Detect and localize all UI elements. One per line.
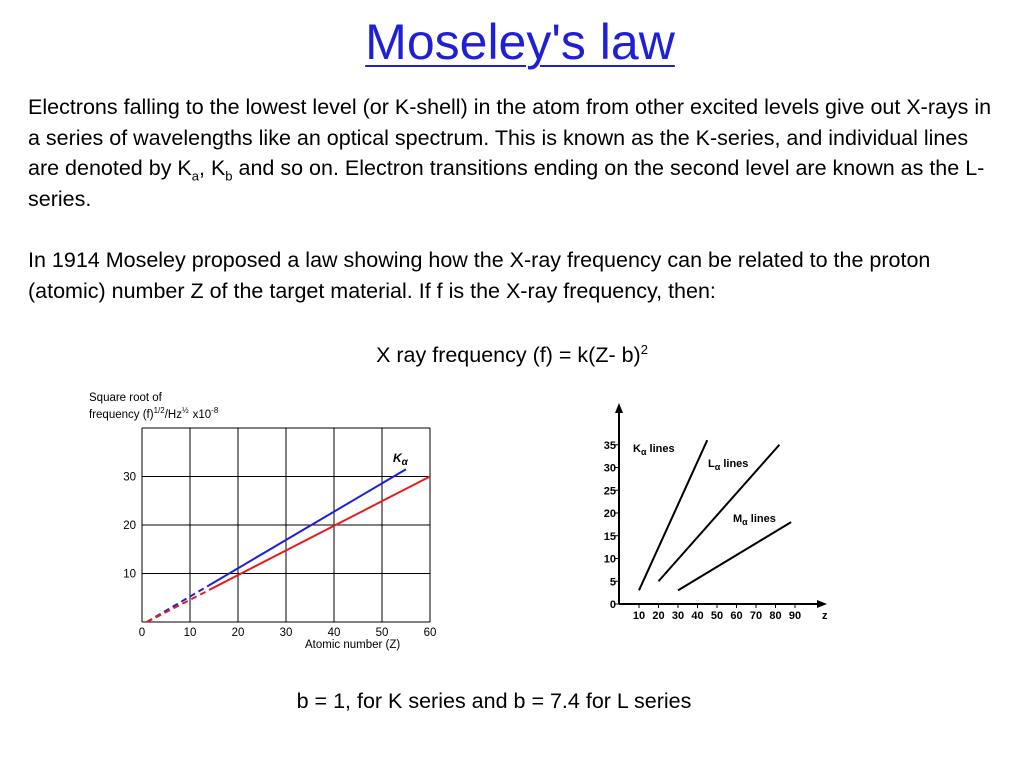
k-alpha-subscript: a <box>191 168 199 184</box>
intro-text-2: , K <box>199 156 226 180</box>
y-tick-label: 20 <box>603 508 616 520</box>
x-tick-label: 50 <box>375 627 389 639</box>
y-axis-label-line1: Square root of <box>89 392 162 404</box>
title-link[interactable]: Moseley's law <box>365 14 675 70</box>
moseley-graph <box>80 385 460 660</box>
series-label: $K_\alpha$ lines <box>633 443 675 457</box>
y-tick-label: 30 <box>603 462 616 475</box>
series <box>633 440 791 590</box>
x-tick-label: 90 <box>788 610 802 622</box>
x-axis-arrow <box>817 600 827 608</box>
y-axis-label-line2: frequency $(f)^{1/2}/Hz^{\frac{1}{2}}$ $x10^{-8}$ <box>89 406 219 421</box>
grid <box>142 428 430 622</box>
x-tick-label: 40 <box>327 627 341 639</box>
series-line <box>209 477 430 590</box>
x-axis-label: z <box>822 610 828 622</box>
y-tick-label: 35 <box>603 439 616 452</box>
formula-exponent: 2 <box>640 341 648 357</box>
y-tick-label: 30 <box>123 471 136 484</box>
x-tick-label: 20 <box>652 610 665 622</box>
x-tick-label: 10 <box>183 627 197 639</box>
axes <box>615 403 827 608</box>
intro-text-3: and so on. Electron transitions ending on the second level are known as the L-series. <box>28 156 985 211</box>
series-label: $L_\alpha$ lines <box>708 458 749 472</box>
series-line <box>678 522 791 590</box>
x-tick-label: 50 <box>710 610 724 622</box>
y-tick-label: 20 <box>123 520 136 532</box>
y-tick-label: 0 <box>609 599 616 611</box>
series-line-dashed <box>147 590 209 622</box>
x-tick-label: 30 <box>671 610 685 622</box>
x-axis-label: Atomic number (Z) <box>305 639 401 651</box>
formula-text: X ray frequency (f) = k(Z- b) <box>376 343 641 367</box>
y-tick-label: 10 <box>603 553 616 566</box>
x-tick-label: 80 <box>769 610 782 622</box>
x-tick-label: 30 <box>279 627 293 639</box>
y-tick-label: 15 <box>603 530 616 543</box>
series-line <box>639 440 707 590</box>
series-line <box>209 469 406 585</box>
series-lines-graph <box>590 395 840 625</box>
y-tick-label: 5 <box>609 576 616 589</box>
series-label: $K_\alpha$ <box>393 451 408 469</box>
intro-paragraph <box>28 92 1003 214</box>
y-tick-label: 10 <box>123 568 136 581</box>
intro-text-1: Electrons falling to the lowest level (or K-shell) in the atom from other excited levels give out X-rays in a series of wavelengths like an optical spectrum. This is known as the K-series, and individual lines are denoted by K <box>28 95 992 180</box>
y-axis-arrow <box>615 403 623 413</box>
x-tick-label: 20 <box>231 627 245 639</box>
x-tick-label: 0 <box>138 627 146 639</box>
x-tick-label: 70 <box>749 610 763 622</box>
x-tick-label: 40 <box>691 610 704 622</box>
page-title[interactable] <box>0 12 1024 72</box>
frequency-formula <box>0 340 1024 370</box>
b-values-note: b = 1, for K series and b = 7.4 for L series <box>296 689 692 713</box>
x-tick-label: 60 <box>730 610 743 622</box>
x-tick-label: 10 <box>632 610 646 622</box>
x-tick-label: 60 <box>423 627 437 639</box>
series-label: $M_\alpha$ lines <box>733 513 776 527</box>
k-beta-subscript: b <box>225 168 233 184</box>
moseley-paragraph: In 1914 Moseley proposed a law showing how the X-ray frequency can be related to the proton (atomic) number Z of the target material. If f is the X-ray frequency, then: <box>28 248 931 303</box>
y-tick-label: 25 <box>603 485 616 498</box>
